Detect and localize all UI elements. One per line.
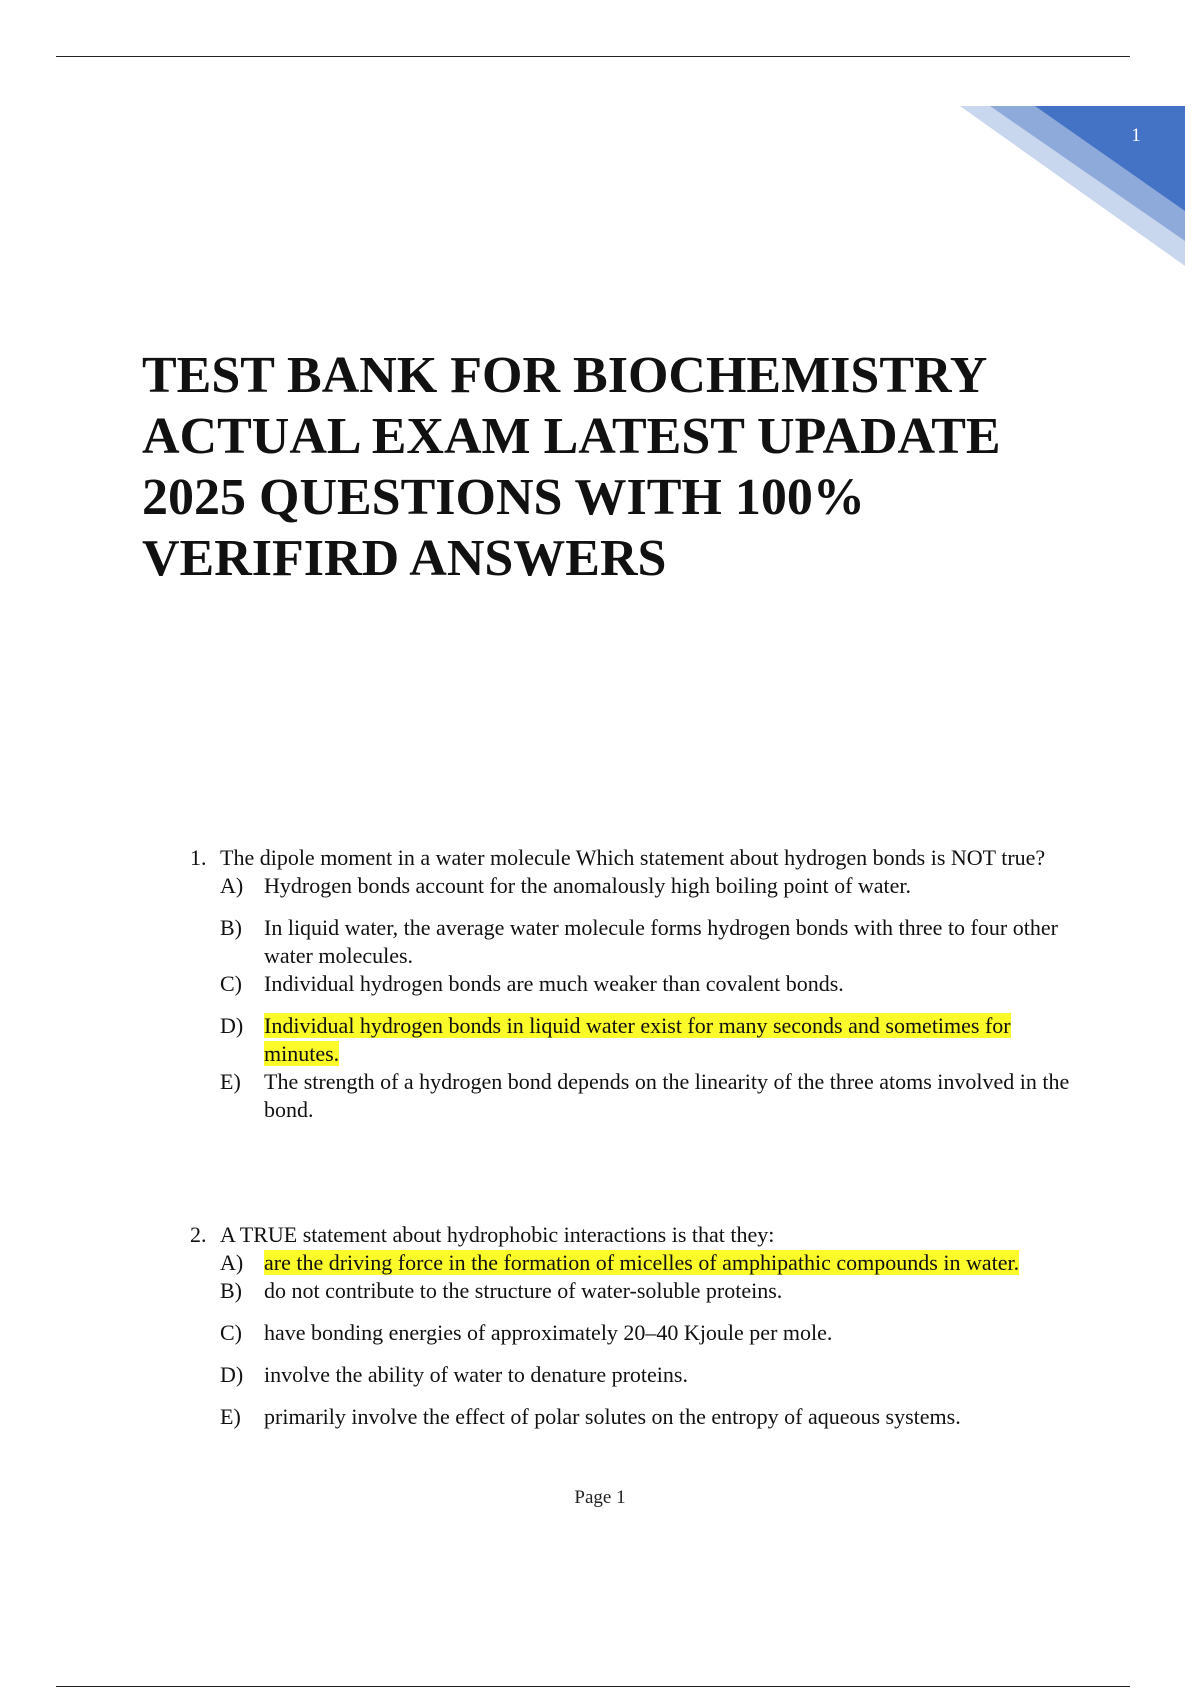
question-stem — [190, 1221, 1070, 1249]
footer-rule — [56, 1686, 1130, 1687]
question-stem — [190, 844, 1070, 872]
highlighted-answer: are the driving force in the formation of micelles of amphipathic compounds in water. — [264, 1250, 1020, 1275]
option-d — [220, 1361, 1070, 1389]
option-letter: E) — [220, 1404, 241, 1429]
option-letter: D) — [220, 1362, 244, 1387]
corner-decoration — [960, 106, 1185, 266]
option-a — [220, 872, 1070, 900]
option-e — [220, 1068, 1070, 1124]
option-letter: A) — [220, 1250, 244, 1275]
option-letter: B) — [220, 915, 242, 940]
option-letter: B) — [220, 1278, 242, 1303]
question-number: 1. — [190, 845, 207, 870]
question-text: The dipole moment in a water molecule Which statement about hydrogen bonds is NOT true? — [220, 845, 1046, 870]
document-title: TEST BANK FOR BIOCHEMISTRY ACTUAL EXAM LATEST UPADATE 2025 QUESTIONS WITH 100% VERIFIRD ANSWERS — [142, 347, 1001, 587]
option-b — [220, 914, 1070, 970]
question-text: A TRUE statement about hydrophobic interactions is that they: — [220, 1222, 775, 1247]
option-text: The strength of a hydrogen bond depends on the linearity of the three atoms involved in the bond. — [264, 1069, 1070, 1122]
highlighted-answer: Individual hydrogen bonds in liquid water exist for many seconds and sometimes for minutes. — [264, 1013, 1011, 1066]
option-text: Individual hydrogen bonds are much weaker than covalent bonds. — [264, 971, 844, 996]
option-text: do not contribute to the structure of water-soluble proteins. — [264, 1278, 783, 1303]
option-e — [220, 1403, 1070, 1431]
question-number: 2. — [190, 1222, 207, 1247]
option-text: involve the ability of water to denature proteins. — [264, 1362, 688, 1387]
option-d — [220, 1012, 1070, 1068]
option-text: primarily involve the effect of polar solutes on the entropy of aqueous systems. — [264, 1404, 961, 1429]
option-text: Hydrogen bonds account for the anomalously high boiling point of water. — [264, 873, 912, 898]
option-letter: E) — [220, 1069, 241, 1094]
option-b — [220, 1277, 1070, 1305]
option-text: have bonding energies of approximately 20–40 Kjoule per mole. — [264, 1320, 833, 1345]
option-text: In liquid water, the average water molecule forms hydrogen bonds with three to four other water molecules. — [264, 915, 1058, 968]
option-letter: C) — [220, 971, 242, 996]
option-a — [220, 1249, 1070, 1277]
option-c — [220, 970, 1070, 998]
question-2 — [190, 1221, 1070, 1431]
option-letter: A) — [220, 873, 244, 898]
option-letter: C) — [220, 1320, 242, 1345]
corner-page-number: 1 — [1131, 125, 1141, 146]
question-1 — [190, 844, 1070, 1124]
page-footer: Page 1 — [574, 1487, 626, 1508]
option-letter: D) — [220, 1013, 244, 1038]
option-c — [220, 1319, 1070, 1347]
header-rule — [56, 56, 1130, 57]
